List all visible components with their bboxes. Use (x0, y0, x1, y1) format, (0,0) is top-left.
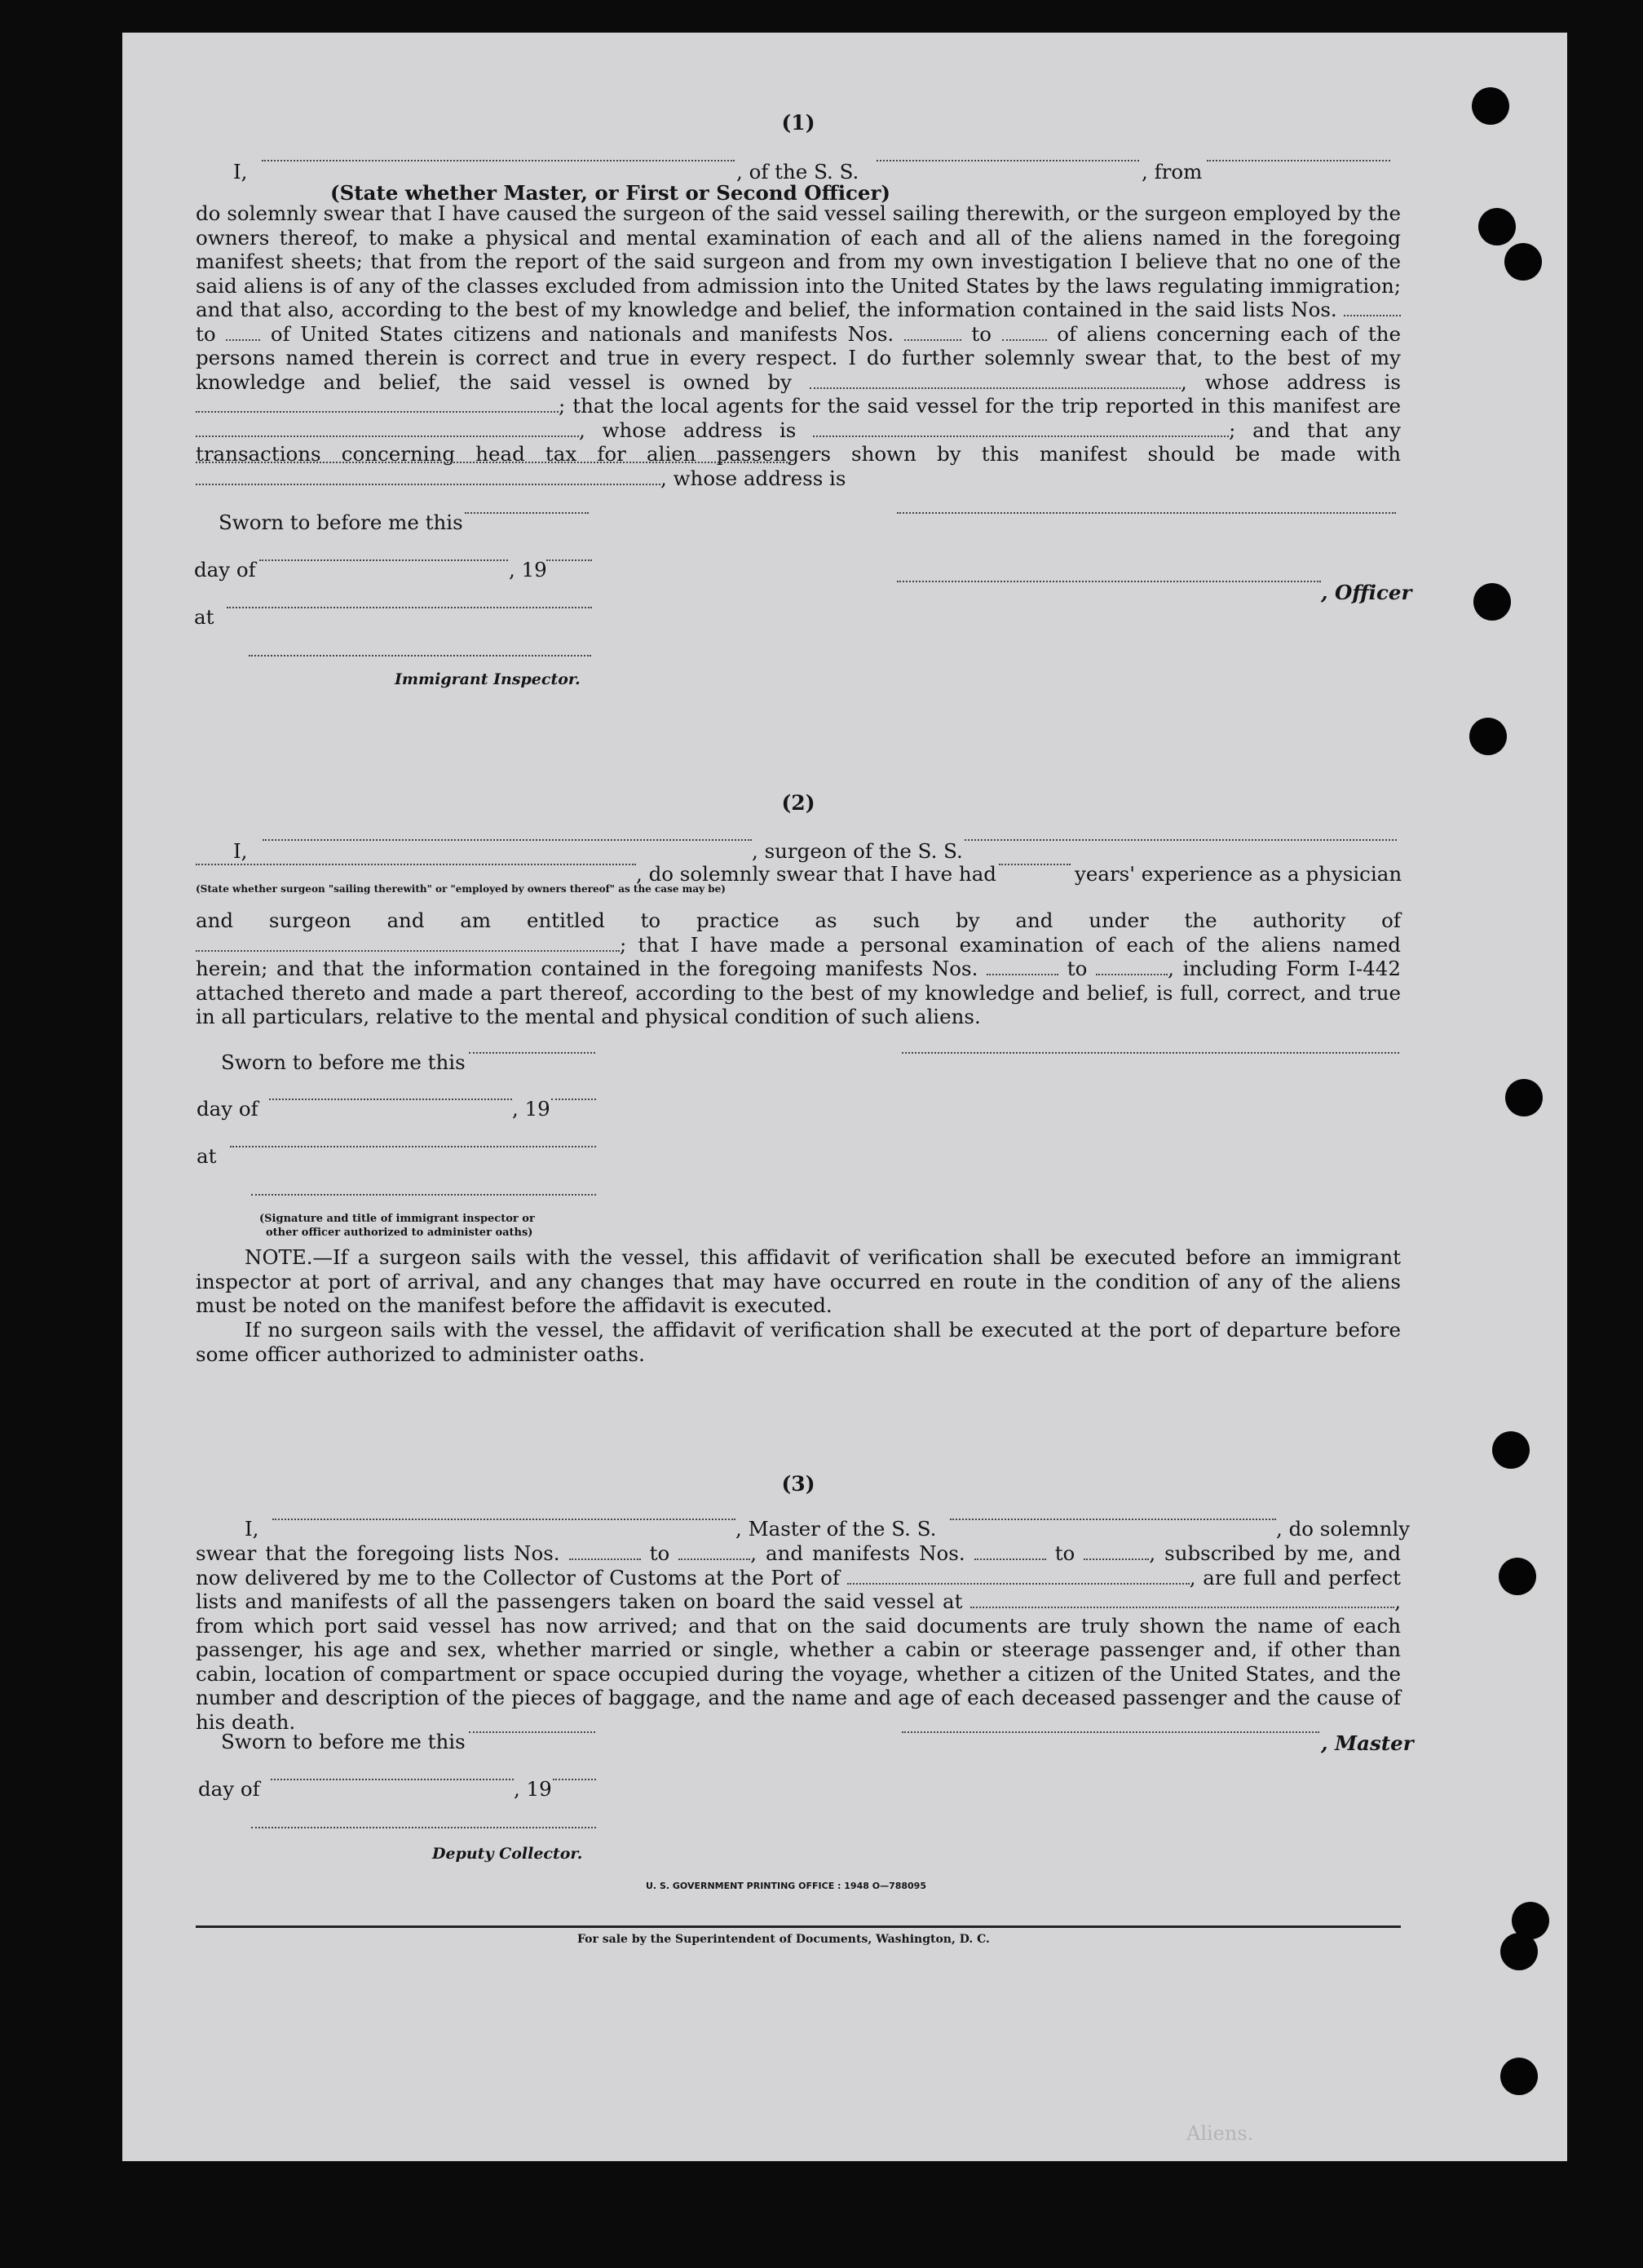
s3-year-field[interactable] (553, 1779, 596, 1780)
s2-19: , 19 (512, 1097, 550, 1121)
s3-lists-to-field[interactable] (678, 1542, 750, 1560)
s2-manifest-from-field[interactable] (987, 957, 1058, 975)
s2-year-field[interactable] (551, 1099, 596, 1100)
s3-to2: to (1054, 1541, 1075, 1565)
s2-month-field[interactable] (269, 1099, 512, 1100)
s1-body: do solemnly swear that I have caused the surgeon of the said vessel sailing therewith, or the surgeon employed by the owners thereof, to make a physical and mental examination of each and all of the aliens named in the foregoing manifest sheets; that from the report of the said surgeon and from my own investigation I believe that no one of the said aliens is of any of the classes excluded from admission into the United States by the laws regulating immigration; and that also, according to the best of my knowledge and belief, the information contained in the said lists Nos. to of United States citizens and nationals and manifests Nos. to of aliens concerning each of the persons named therein is correct and true in every respect. I do further solemnly swear that, to the best of my knowledge and belief, the said vessel is owned by , whose address is ; that the local agents for the said vessel for the trip reported in this manifest are , whose address is ; and that any transactions concerning head tax for alien passengers shown by this manifest should be made with , whose address is (196, 201, 1402, 490)
s3-deputy: Deputy Collector. (432, 1845, 583, 1863)
s1-body4: that the local agents for the said vessel for the trip reported in this manifest are (572, 394, 1401, 418)
s3-manifest-to-field[interactable] (1084, 1542, 1149, 1560)
s1-vessel-field[interactable] (877, 160, 1139, 161)
s2-signature-field[interactable] (902, 1052, 1399, 1054)
s2-surgeon: , surgeon of the S. S. (752, 839, 963, 863)
s1-to1: to (196, 321, 216, 346)
for-sale-line: For sale by the Superintendent of Documents, Washington, D. C. (577, 1933, 990, 1946)
s2-years-field[interactable] (999, 864, 1071, 865)
s1-officer-name-field[interactable] (262, 160, 735, 161)
s3-body2: , and manifests Nos. (750, 1541, 965, 1565)
s2-day-of: day of (197, 1097, 258, 1121)
s1-body2: of United States citizens and nationals and manifests Nos. (270, 321, 894, 346)
s1-inspector-sign-field[interactable] (249, 655, 591, 657)
s1-at-field[interactable] (227, 607, 592, 608)
s2-body2: that I have made a personal examination of each of the aliens named herein; and that the information contained in the foregoing manifests Nos. (196, 932, 1401, 980)
s3-body1: swear that the foregoing lists Nos. (196, 1541, 560, 1565)
punch-hole (1472, 87, 1509, 125)
s1-officer-sign-field[interactable] (897, 581, 1321, 582)
s1-owner-address-field[interactable] (196, 395, 559, 413)
s3-manifest-from-field[interactable] (974, 1542, 1046, 1560)
s3-deputy-sign-field[interactable] (251, 1827, 596, 1828)
s3-body3: , subscribed by me, and now delivered by me to the Collector of Customs at the Port of (196, 1541, 1401, 1589)
s3-signature-field[interactable] (902, 1731, 1319, 1733)
s1-body3: of aliens concerning each of the persons named therein is correct and true in every respect. I do further solemnly swear that, to the best of my knowledge and belief, the said vessel is owned by (196, 321, 1402, 394)
punch-hole (1478, 208, 1516, 245)
s2-at: at (197, 1144, 217, 1168)
s1-officer: , Officer (1321, 581, 1412, 604)
s3-master-of: , Master of the S. S. (735, 1517, 937, 1541)
s1-caption: (State whether Master, or First or Second Officer) (330, 181, 891, 205)
s2-swear: , do solemnly swear that I have had (636, 862, 996, 886)
s2-sig-caption-1: (Signature and title of immigrant inspector or (259, 1213, 535, 1225)
s2-body: and surgeon and am entitled to practice as such by and under the authority of ; that I have made a personal examination of each of the aliens named herein; and that the information contained in the foregoing manifests Nos. to , including Form I-442 attached thereto and made a part thereof, according to the best of my knowledge and belief, is full, correct, and true in all particulars, relative to the mental and physical condition of such aliens. (196, 909, 1401, 1028)
s3-lists-from-field[interactable] (569, 1542, 641, 1560)
s2-sig-caption-2: other officer authorized to administer oaths) (266, 1227, 533, 1239)
s1-lists-from-field[interactable] (1344, 298, 1401, 316)
s3-body5: , from which port said vessel has now arrived; and that on the said documents are truly shown the name of each passenger, his age and sex, whether married or single, whether a cabin or steerage passenger and, if other than cabin, location of compartment or space occupied during the voyage, whether a citizen of the United States, and the number and description of the pieces of baggage, and the name and age of each deceased passenger and the cause of his death. (196, 1589, 1401, 1734)
s3-month-field[interactable] (271, 1779, 514, 1780)
punch-hole (1473, 583, 1511, 621)
s3-to1: to (649, 1541, 670, 1565)
punch-hole (1469, 718, 1507, 755)
s2-note2: If no surgeon sails with the vessel, the affidavit of verification shall be executed at the port of departure before some officer authorized to administer oaths. (196, 1318, 1401, 1366)
s2-note-label: NOTE. (245, 1245, 313, 1269)
s1-whose3: , whose address is (660, 466, 846, 490)
s2-vessel-field[interactable] (965, 839, 1397, 841)
s2-at-field[interactable] (230, 1146, 596, 1147)
s2-sailing-field[interactable] (196, 864, 636, 865)
s2-caption: (State whether surgeon "sailing therewith" or "employed by owners thereof" as the case may be) (196, 883, 726, 895)
s1-day-of: day of (194, 558, 256, 581)
s2-years: years' experience as a physician (1075, 862, 1402, 886)
s3-i: I, (245, 1517, 259, 1541)
s3-solemnly: , do solemnly (1276, 1517, 1411, 1541)
s1-owner-field[interactable] (810, 371, 1181, 389)
s1-whose2: whose address is (602, 418, 797, 442)
section-3-number: (3) (781, 1472, 815, 1496)
s1-i: I, (233, 160, 248, 183)
s1-signature-field[interactable] (897, 512, 1396, 514)
s1-sworn-day-field[interactable] (465, 512, 589, 514)
s3-master: , Master (1321, 1731, 1414, 1755)
s2-authority-field[interactable] (196, 934, 620, 952)
s1-inspector: Immigrant Inspector. (395, 670, 581, 688)
section-2-number: (2) (781, 791, 815, 815)
s1-from-field[interactable] (1207, 160, 1390, 161)
s2-note1: —If a surgeon sails with the vessel, this affidavit of verification shall be executed before an immigrant inspector at port of arrival, and any changes that may have occurred en route in the condition of any of the aliens must be noted on the manifest before the affidavit is executed. (196, 1245, 1401, 1317)
punch-hole (1499, 1558, 1536, 1595)
s3-sworn: Sworn to before me this (221, 1730, 466, 1753)
s2-manifest-to-field[interactable] (1096, 957, 1168, 975)
s3-boarded-at-field[interactable] (970, 1590, 1394, 1608)
s2-body3: , including Form I-442 attached thereto and made a part thereof, according to the best of my knowledge and belief, is full, correct, and true in all particulars, relative to the mental and physical condition of such aliens. (196, 957, 1401, 1028)
s1-to2: to (971, 321, 992, 346)
s2-note (196, 1245, 1401, 1318)
section-1-number: (1) (781, 111, 815, 135)
s3-19: , 19 (514, 1777, 552, 1801)
s3-master-name-field[interactable] (272, 1519, 735, 1520)
s2-i: I, (233, 839, 248, 863)
s1-agents-field[interactable] (196, 419, 579, 437)
s2-to: to (1067, 957, 1088, 980)
s3-vessel-field[interactable] (950, 1519, 1276, 1520)
punch-hole (1505, 1079, 1543, 1116)
punch-hole (1492, 1431, 1530, 1469)
s3-port-field[interactable] (847, 1567, 1190, 1585)
s1-month-field[interactable] (259, 559, 508, 561)
gpo-imprint: U. S. GOVERNMENT PRINTING OFFICE : 1948 O—788095 (646, 1881, 926, 1891)
s3-body (196, 1541, 1401, 1734)
s1-of-ss: , of the S. S. (736, 160, 859, 183)
punch-hole (1500, 1933, 1538, 1970)
s2-sworn-day-field[interactable] (469, 1052, 595, 1054)
s1-manifest-to-field[interactable] (1002, 323, 1047, 341)
s2-surgeon-name-field[interactable] (263, 839, 752, 841)
s2-sworn: Sworn to before me this (221, 1050, 466, 1074)
s1-19: , 19 (509, 558, 547, 581)
margin-note: Aliens. (1186, 2122, 1254, 2145)
s1-headtax-address-field[interactable] (196, 462, 791, 463)
s3-body4: , are full and perfect lists and manifests of all the passengers taken on board the said vessel at (196, 1565, 1401, 1613)
s1-whose1: , whose address is (1180, 369, 1402, 394)
punch-hole (1500, 2058, 1538, 2095)
s2-body1: and surgeon and am entitled to practice as such by and under the authority of (196, 909, 1401, 932)
s1-at: at (194, 605, 214, 629)
s3-day-of: day of (198, 1777, 260, 1801)
s1-year-field[interactable] (546, 559, 592, 561)
s1-agents-address-field[interactable] (813, 419, 1229, 437)
footer-rule (196, 1925, 1401, 1928)
s2-inspector-sign-field[interactable] (251, 1194, 596, 1196)
s1-headtax-field[interactable] (196, 467, 660, 485)
s1-body5: ; and that any transactions concerning head tax for alien passengers shown by this manifest should be made with (196, 418, 1401, 466)
punch-hole (1504, 243, 1542, 281)
s1-from: , from (1142, 160, 1203, 183)
s1-sworn: Sworn to before me this (219, 511, 463, 534)
s1-lists-to-field[interactable] (226, 323, 260, 341)
s1-body1: do solemnly swear that I have caused the surgeon of the said vessel sailing therewith, or the surgeon employed by the owners thereof, to make a physical and mental examination of each and all of the aliens named in the foregoing manifest sheets; that from the report of the said surgeon and from my own investigation I believe that no one of the said aliens is of any of the classes excluded from admission into the United States by the laws regulating immigration; and that also, according to the best of my knowledge and belief, the information contained in the said lists Nos. (196, 201, 1401, 321)
s1-manifest-from-field[interactable] (904, 323, 961, 341)
s3-sworn-day-field[interactable] (469, 1731, 595, 1733)
